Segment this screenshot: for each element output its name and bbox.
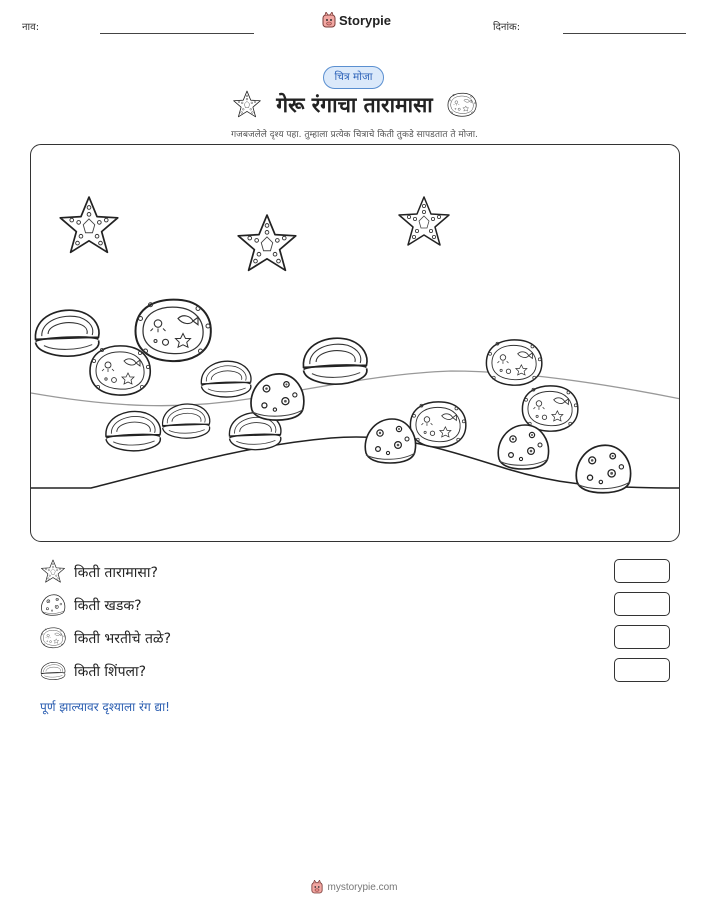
answer-box[interactable] [614,592,670,616]
starfish-1 [60,197,118,252]
clam-3 [303,338,367,384]
footer [0,880,709,894]
tide-pool-3 [486,340,541,385]
title-row [0,90,709,120]
clam-4 [106,411,161,450]
instructions: गजबजलेले दृश्य पहा. तुम्हाला प्रत्येक चित्राचे किती तुकडे सापडतात ते मोजा. [231,130,478,140]
date-label: दिनांक: [493,22,521,33]
starfish-2 [238,215,296,270]
clam-2 [201,361,251,397]
tide-pool-icon [447,91,477,119]
question-row-rock [40,592,670,618]
rock-icon [40,592,66,618]
scene-illustration [31,145,680,542]
tide-pool-1 [136,300,211,361]
rock-2 [365,419,415,463]
name-label: नाव: [22,22,40,33]
brand-name: Storypie [339,12,392,28]
rock-1 [251,374,304,420]
footer-brand: mystorypie.com [327,881,398,893]
clam-1 [35,310,99,356]
question-label: किती भरतीचे तळे? [74,630,171,647]
question-row-clam [40,658,670,684]
name-field[interactable] [100,33,254,34]
starfish-icon [232,90,262,120]
answer-box[interactable] [614,658,670,682]
coloring-note: पूर्ण झाल्यावर दृश्याला रंग द्या! [40,700,170,714]
tide-pool-icon [40,625,66,651]
tide-pool-4 [522,386,577,431]
rock-3 [498,425,548,469]
question-label: किती खडक? [74,597,142,614]
date-field[interactable] [563,33,686,34]
question-row-tide-pool [40,625,670,651]
counting-scene [30,144,680,542]
rock-4 [576,445,630,493]
pig-mascot-icon [311,880,323,894]
page-title: गेरू रंगाचा तारामासा [276,93,433,117]
starfish-icon [40,559,66,585]
answer-box[interactable] [614,559,670,583]
brand-logo [322,12,391,28]
answer-box[interactable] [614,625,670,649]
tide-pool-5 [410,402,465,447]
clam-5 [163,404,210,438]
category-tag: चित्र मोजा [323,66,384,89]
starfish-3 [399,197,449,245]
clam-icon [40,658,66,684]
question-row-starfish [40,559,670,585]
question-label: किती शिंपला? [74,663,147,680]
tide-pool-2 [90,346,150,395]
question-label: किती तारामासा? [74,564,158,581]
pig-mascot-icon [322,12,336,28]
